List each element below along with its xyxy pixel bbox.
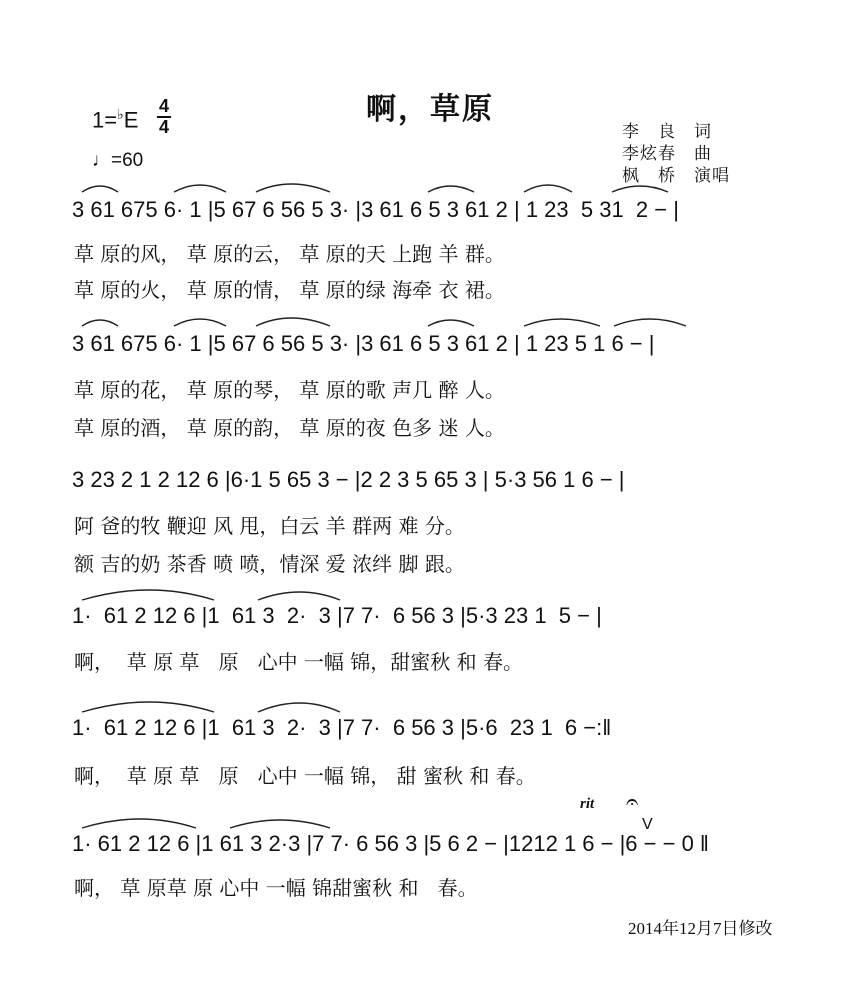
- lyric-line: 草 原的火， 草 原的情， 草 原的绿 海牵 衣 裙。: [74, 278, 505, 302]
- jianpu-notes: 1· 61 2 12 6 |1 61 3 2· 3 |7 7· 6 56 3 |5·3 23 1 5 − |: [72, 603, 602, 628]
- key-prefix: 1=: [92, 107, 118, 133]
- credit-composer: 李炫春 曲: [622, 144, 712, 164]
- jianpu-notes: 1· 61 2 12 6 |1 61 3 2· 3 |7 7· 6 56 3 |5·6 23 1 6 −:‖: [72, 715, 612, 740]
- jianpu-notes: 3 61 675 6· 1 |5 67 6 56 5 3· |3 61 6 5 3 61 2 | 1 23 5 31 2 − |: [72, 197, 679, 222]
- time-signature-top: 4: [158, 96, 169, 116]
- flat-sign: ♭: [117, 106, 124, 122]
- breath-mark-icon: V: [642, 816, 653, 833]
- lyric-line: 啊， 草 原 草 原 心中 一幅 锦， 甜 蜜秋 和 春。: [74, 764, 536, 788]
- lyric-line: 阿 爸的牧 鞭迎 风 甩，白云 羊 群两 难 分。: [74, 514, 465, 538]
- lyric-line: 草 原的酒， 草 原的韵， 草 原的夜 色多 迷 人。: [74, 416, 505, 440]
- jianpu-notes: 3 61 675 6· 1 |5 67 6 56 5 3· |3 61 6 5 3 61 2 | 1 23 5 1 6 − |: [72, 331, 655, 356]
- tempo-value: =60: [111, 150, 144, 171]
- time-signature-bottom: 4: [158, 117, 169, 137]
- key-note: E: [123, 107, 139, 133]
- quarter-note-icon: ♩: [92, 150, 111, 171]
- credit-singer: 枫 桥 演唱: [622, 166, 730, 186]
- jianpu-notes: 3 23 2 1 2 12 6 |6·1 5 65 3 − |2 2 3 5 65 3 | 5·3 56 1 6 − |: [72, 467, 625, 492]
- jianpu-notes: 1· 61 2 12 6 |1 61 3 2·3 |7 7· 6 56 3 |5 6 2 − |1212 1 6 − |6 − − 0 ‖: [72, 831, 710, 856]
- revision-date: 2014年12月7日修改: [628, 919, 773, 938]
- rit-marking: rit: [580, 796, 595, 812]
- lyric-line: 啊， 草 原草 原 心中 一幅 锦甜蜜秋 和 春。: [74, 876, 478, 900]
- lyric-line: 草 原的花， 草 原的琴， 草 原的歌 声几 醉 人。: [74, 378, 505, 402]
- lyric-line: 草 原的风， 草 原的云， 草 原的天 上跑 羊 群。: [74, 242, 505, 266]
- fermata-icon: 𝄐: [626, 790, 639, 815]
- song-title: 啊，草原: [366, 92, 494, 127]
- lyric-line: 额 吉的奶 茶香 喷 喷，情深 爱 浓绊 脚 跟。: [74, 552, 465, 576]
- credit-lyricist: 李 良 词: [622, 122, 712, 142]
- lyric-line: 啊， 草 原 草 原 心中 一幅 锦，甜蜜秋 和 春。: [74, 650, 524, 674]
